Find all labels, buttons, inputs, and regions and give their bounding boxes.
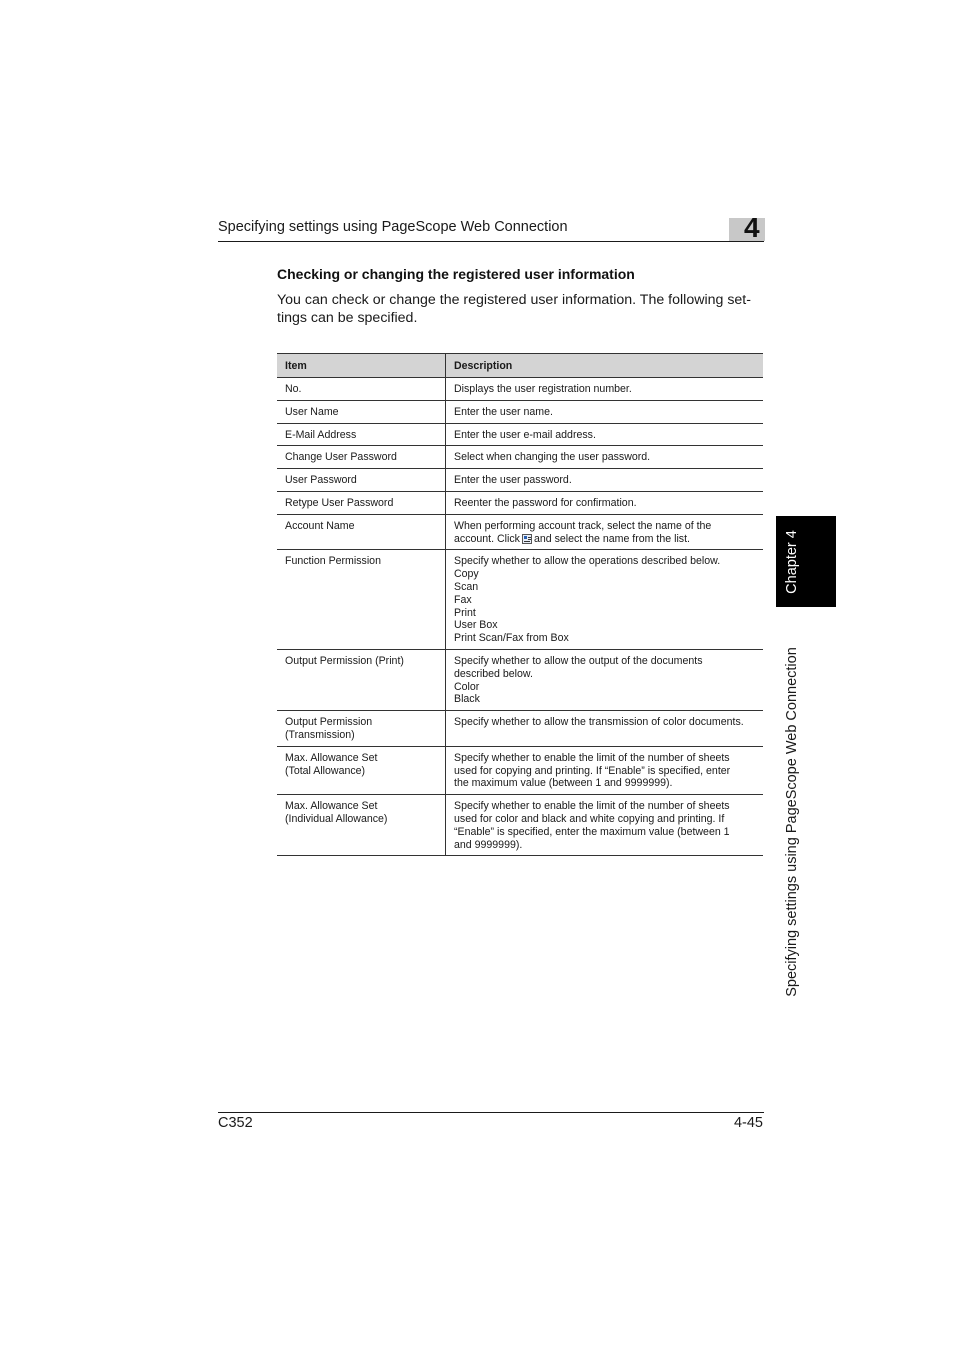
- intro-paragraph: [277, 292, 765, 327]
- description-text: Color: [454, 680, 480, 693]
- table-row: [277, 423, 763, 446]
- description-cell: [446, 400, 764, 423]
- item-text: Output Permission: [285, 716, 373, 729]
- item-cell: [277, 649, 446, 710]
- description-text: described below.: [454, 667, 533, 680]
- description-text: Enter the user password.: [454, 474, 572, 487]
- item-cell: [277, 746, 446, 794]
- description-text: Scan: [454, 580, 479, 593]
- settings-table: [277, 353, 763, 856]
- table-row: [277, 550, 763, 650]
- description-text: the maximum value (between 1 and 9999999).: [454, 777, 673, 790]
- description-text: and select the name from the list.: [533, 532, 690, 545]
- chapter-number: 4: [744, 212, 760, 243]
- description-text: Copy: [454, 568, 479, 581]
- description-cell: [446, 378, 764, 401]
- intro-line: tings can be specified.: [277, 309, 418, 326]
- footer-model: C352: [218, 1115, 253, 1131]
- item-text: User Name: [285, 405, 339, 418]
- description-text: used for color and black and white copying and printing. If: [454, 812, 725, 825]
- item-text: Max. Allowance Set: [285, 800, 378, 813]
- item-text: No.: [285, 383, 302, 395]
- item-cell: [277, 423, 446, 446]
- table-row: [277, 711, 763, 747]
- description-text: “Enable” is specified, enter the maximum value (between 1: [454, 825, 730, 838]
- description-text: used for copying and printing. If “Enable” is specified, enter: [454, 764, 731, 777]
- description-text: Reenter the password for confirmation.: [454, 496, 637, 509]
- description-text: Print: [454, 606, 476, 619]
- table-row: [277, 378, 763, 401]
- description-text: User Box: [454, 619, 498, 632]
- description-line: [454, 533, 755, 546]
- table-row: [277, 649, 763, 710]
- item-cell: [277, 378, 446, 401]
- description-text: When performing account track, select the name of the: [454, 519, 712, 532]
- column-header-description: Description: [446, 354, 764, 378]
- intro-line: You can check or change the registered user information. The following set-: [277, 292, 751, 308]
- description-text: account. Click: [454, 532, 520, 545]
- table-row: [277, 446, 763, 469]
- description-cell: [446, 491, 764, 514]
- table-row: [277, 795, 763, 856]
- description-text: Specify whether to allow the operations described below.: [454, 555, 721, 568]
- description-cell: [446, 469, 764, 492]
- table-row: [277, 746, 763, 794]
- description-text: Fax: [454, 593, 472, 606]
- table-row: [277, 469, 763, 492]
- footer-page-number: 4-45: [733, 1115, 763, 1131]
- description-cell: [446, 649, 764, 710]
- table-row: [277, 514, 763, 550]
- item-cell: [277, 400, 446, 423]
- description-cell: [446, 746, 764, 794]
- item-text: E-Mail Address: [285, 428, 357, 441]
- table-header-row: [277, 354, 763, 378]
- item-text: User Password: [285, 474, 357, 487]
- item-text: Max. Allowance Set: [285, 751, 378, 764]
- column-header-item: Item: [277, 354, 446, 378]
- section-heading: Checking or changing the registered user information: [277, 266, 635, 282]
- description-text: Specify whether to allow the transmission of color documents.: [454, 716, 744, 729]
- header-rule: [218, 241, 764, 242]
- description-text: Displays the user registration number.: [454, 383, 632, 395]
- item-cell: [277, 795, 446, 856]
- list-select-icon: [522, 534, 532, 544]
- description-text: Specify whether to enable the limit of the number of sheets: [454, 751, 730, 764]
- item-cell: [277, 550, 446, 650]
- description-text: Enter the user name.: [454, 405, 553, 418]
- description-text: Enter the user e-mail address.: [454, 428, 596, 441]
- item-cell: [277, 469, 446, 492]
- description-text: Print Scan/Fax from Box: [454, 632, 569, 645]
- item-text: Account Name: [285, 519, 355, 532]
- footer-rule: [218, 1112, 764, 1113]
- item-text: (Transmission): [285, 728, 355, 741]
- description-text: Specify whether to allow the output of the documents: [454, 654, 703, 667]
- item-cell: [277, 711, 446, 747]
- item-text: Function Permission: [285, 555, 381, 568]
- description-cell: [446, 550, 764, 650]
- side-chapter-label: Chapter 4: [784, 530, 800, 594]
- header-title: Specifying settings using PageScope Web Connection: [218, 219, 568, 235]
- description-cell: [446, 795, 764, 856]
- table-row: [277, 400, 763, 423]
- description-cell: [446, 446, 764, 469]
- item-text: (Total Allowance): [285, 764, 366, 777]
- item-cell: [277, 491, 446, 514]
- item-text: Retype User Password: [285, 496, 394, 509]
- description-cell: [446, 711, 764, 747]
- description-cell: [446, 514, 764, 550]
- description-text: Select when changing the user password.: [454, 451, 651, 464]
- item-text: (Individual Allowance): [285, 812, 388, 825]
- description-text: and 9999999).: [454, 838, 523, 851]
- item-cell: [277, 446, 446, 469]
- description-text: Specify whether to enable the limit of the number of sheets: [454, 800, 730, 813]
- item-text: Output Permission (Print): [285, 654, 404, 667]
- description-cell: [446, 423, 764, 446]
- table-row: [277, 491, 763, 514]
- side-section-label: Specifying settings using PageScope Web Connection: [784, 647, 800, 997]
- item-text: Change User Password: [285, 451, 397, 464]
- item-cell: [277, 514, 446, 550]
- description-text: Black: [454, 693, 480, 706]
